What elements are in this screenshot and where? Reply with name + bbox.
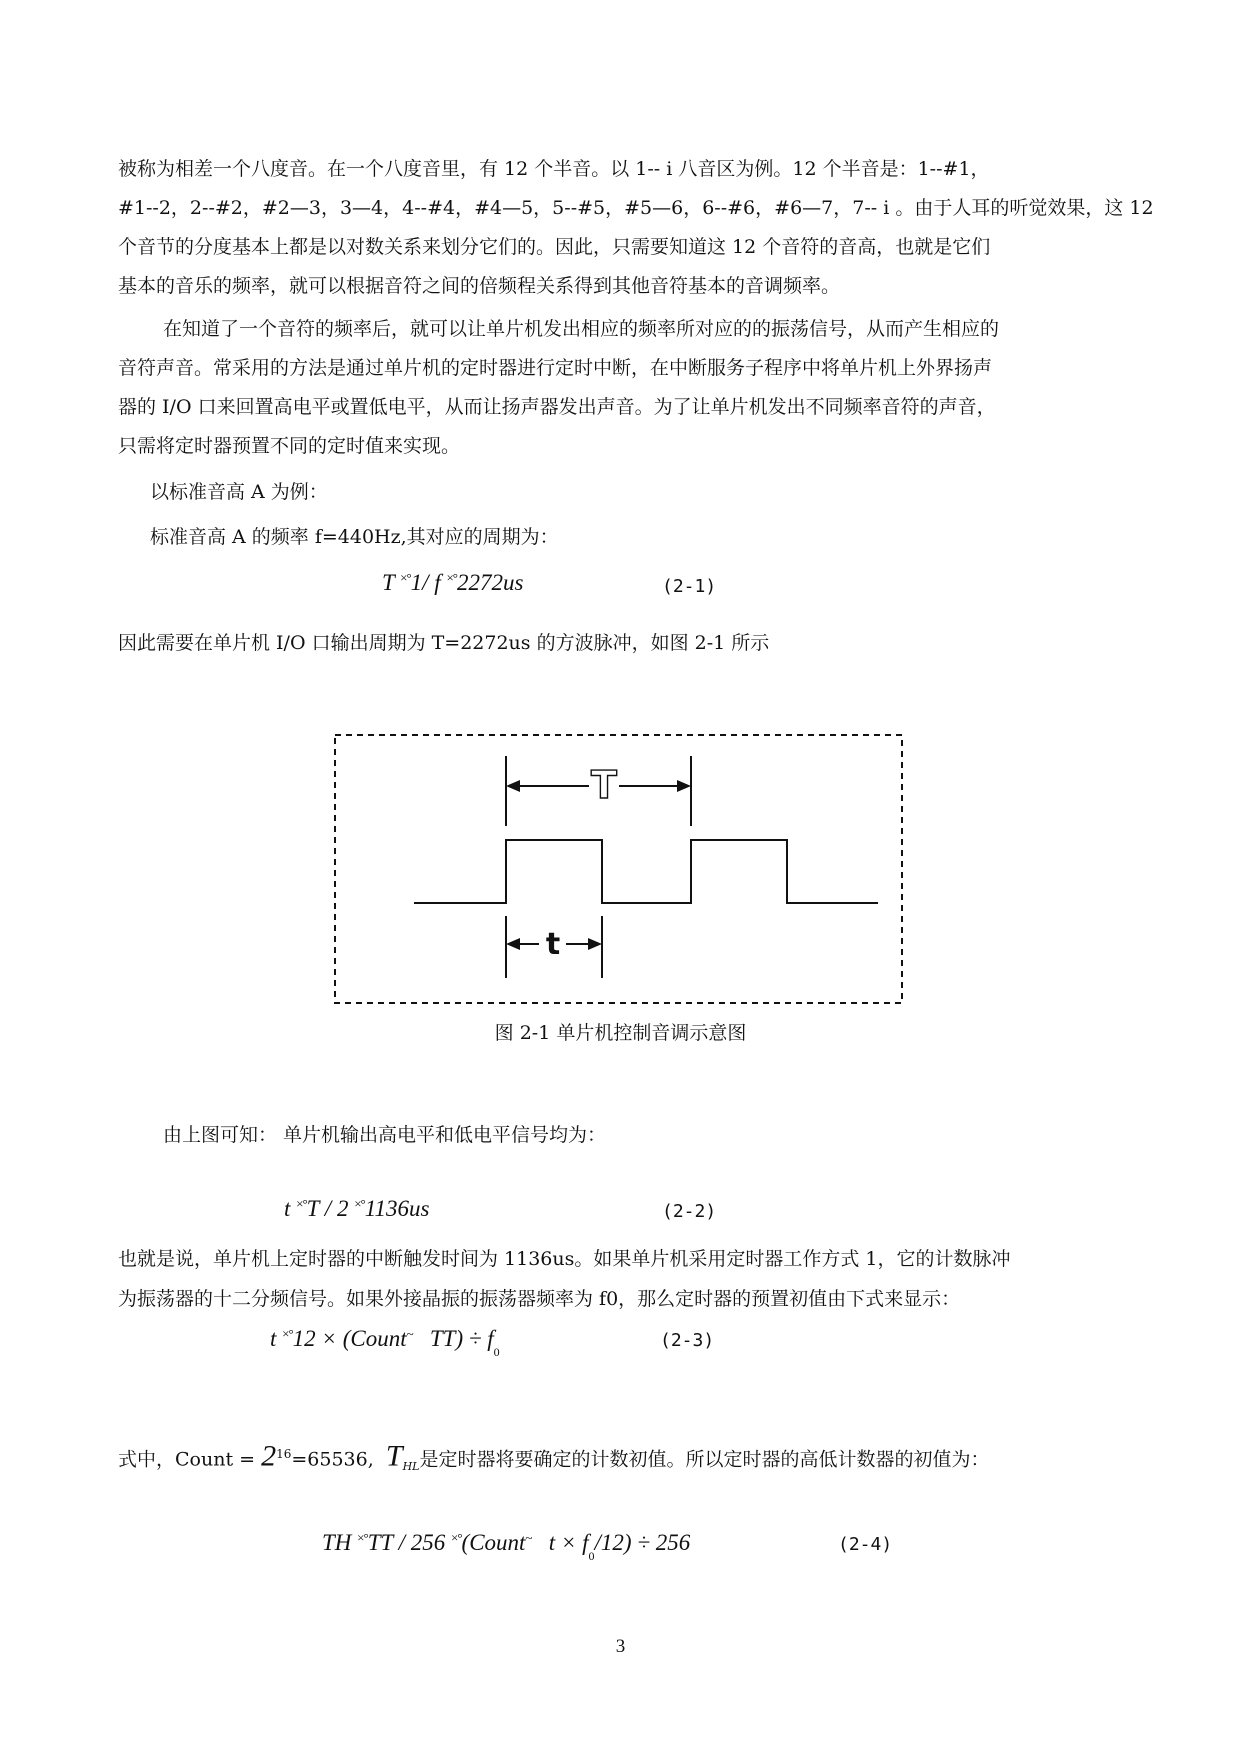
equation-2-1: T ×°1/ f ×°2272us — [382, 570, 524, 595]
period-label: T — [591, 763, 617, 807]
page-number: 3 — [615, 1636, 626, 1657]
half-arrowhead-left — [506, 938, 520, 950]
text-line: 标准音高 A 的频率 f=440Hz,其对应的周期为： — [150, 526, 559, 548]
text-line: #1--2，2--#2，#2—3，3—4，4--#4，#4—5，5--#5，#5—6，6--#6，#6—7，7-- i 。由于人耳的听觉效果，这 12 — [118, 197, 1154, 219]
text-line: 式中，Count = $2^{16}=65536$, $T_{HL}$是定时器将要确定的计数初值。所以定时器的高低计数器的初值为： — [118, 1439, 990, 1474]
figure-caption: 图 2-1 单片机控制音调示意图 — [494, 1022, 747, 1044]
equation-2-4: TH ×°TT / 256 ×°(Count~ $t \times f_0/12) \div 256$ — [322, 1530, 691, 1563]
equation-2-3: t ×°12 × (Count~ $TT) \div f_0$ — [270, 1326, 500, 1359]
text-line: 也就是说，单片机上定时器的中断触发时间为 1136us。如果单片机采用定时器工作方式 1，它的计数脉冲 — [118, 1248, 1011, 1270]
square-wave-line — [414, 840, 878, 903]
text-line: 只需将定时器预置不同的定时值来实现。 — [118, 435, 461, 457]
text-line: 个音节的分度基本上都是以对数关系来划分它们的。因此，只需要知道这 12 个音符的音高，也就是它们 — [118, 236, 991, 258]
text-line: 基本的音乐的频率，就可以根据音符之间的倍频程关系得到其他音符基本的音调频率。 — [118, 275, 841, 297]
equation-number: (2-3) — [660, 1330, 715, 1351]
text-line: 在知道了一个音符的频率后，就可以让单片机发出相应的频率所对应的的振荡信号，从而产生相应的 — [163, 318, 1000, 340]
text-line: 为振荡器的十二分频信号。如果外接晶振的振荡器频率为 f0，那么定时器的预置初值由下式来显示： — [118, 1288, 961, 1310]
period-arrowhead-right — [677, 780, 691, 792]
equation-number: (2-4) — [838, 1534, 893, 1555]
text-line: 被称为相差一个八度音。在一个八度音里，有 12 个半音。以 1-- i 八音区为例。12 个半音是：1--#1， — [118, 158, 990, 180]
text-line: 由上图可知： 单片机输出高电平和低电平信号均为： — [163, 1124, 607, 1146]
text-line: 以标准音高 A 为例： — [150, 481, 328, 503]
period-arrowhead-left — [506, 780, 520, 792]
square-wave-figure — [334, 734, 904, 1006]
equation-number: (2-1) — [662, 576, 717, 597]
figure-frame — [335, 735, 902, 1003]
text-line: 音符声音。常采用的方法是通过单片机的定时器进行定时中断，在中断服务子程序中将单片机上外界扬声 — [118, 357, 993, 379]
half-arrowhead-right — [588, 938, 602, 950]
text-line: 器的 I/O 口来回置高电平或置低电平，从而让扬声器发出声音。为了让单片机发出不同频率音符的声音， — [118, 396, 996, 418]
text-line: 因此需要在单片机 I/O 口输出周期为 T=2272us 的方波脉冲，如图 2-1 所示 — [118, 632, 770, 654]
equation-2-2: t ×°T / 2 ×°1136us — [284, 1196, 430, 1221]
equation-number: (2-2) — [662, 1201, 717, 1222]
half-period-label: t — [545, 927, 561, 962]
